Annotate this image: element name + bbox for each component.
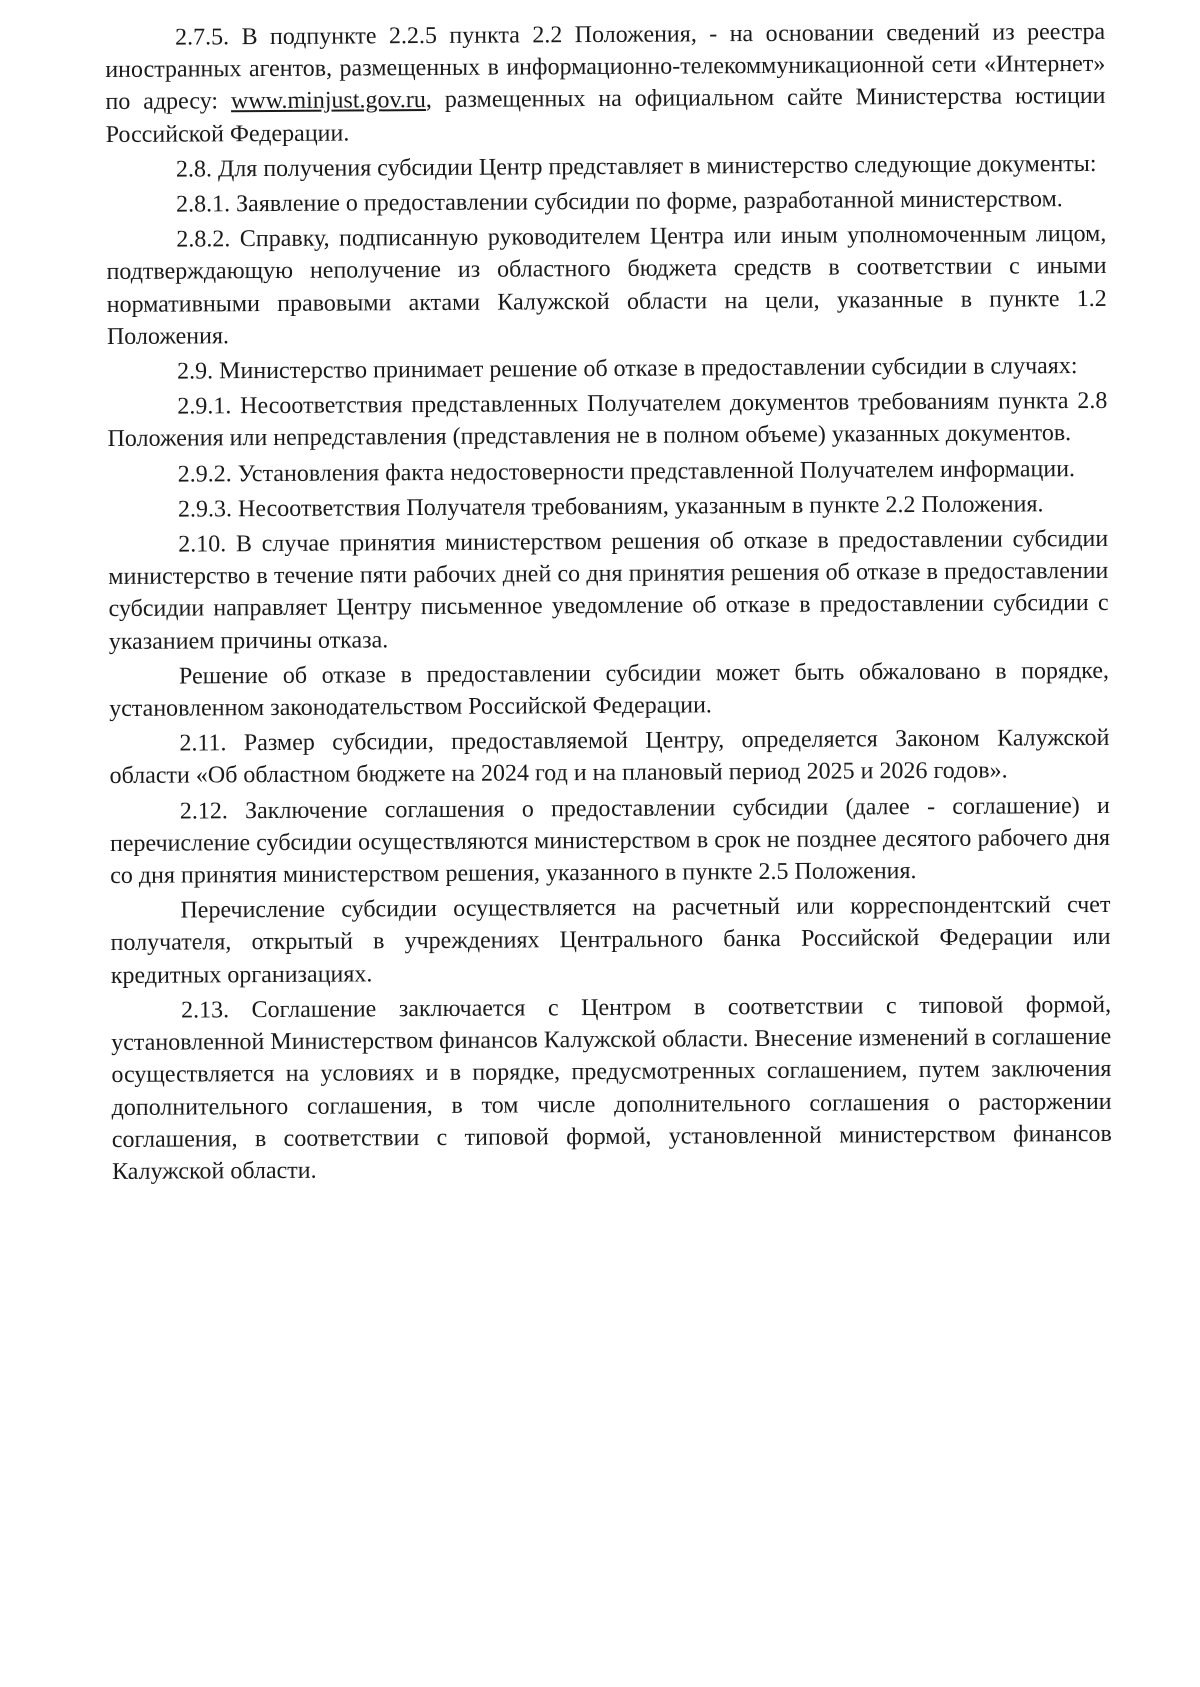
paragraph-2-11: 2.11. Размер субсидии, предоставляемой Центру, определяется Законом Калужской области «Об областном бюджете на 2024 год и на плановый период 2025 и 2026 годов».	[109, 725, 1110, 790]
paragraph-2-7-5	[105, 16, 1106, 151]
paragraph-text-continued: , размещенных на официальном сайте Министерства юстиции Российской Федерации.	[105, 83, 1106, 148]
paragraph-2-13: 2.13. Соглашение заключается с Центром в соответствии с типовой формой, установленной Министерством финансов Калужской области. Внесение изменений в соглашение осуществляется на условиях и в порядке, предусмотренных соглашением, путем заключения дополнительного соглашения, в том числе дополнительного соглашения о расторжении соглашения, в соответствии с типовой формой, установленной министерством финансов Калужской области.	[111, 991, 1112, 1185]
paragraph-2-8-2: 2.8.2. Справку, подписанную руководителем Центра или иным уполномоченным лицом, подтверждающую неполучение из областного бюджета средств в соответствии с иными нормативными правовыми актами Калужской области на цели, указанные в пункте 1.2 Положения.	[106, 221, 1107, 350]
paragraph-2-9: 2.9. Министерство принимает решение об отказе в предоставлении субсидии в случаях:	[177, 353, 1078, 385]
paragraph-2-9-3: 2.9.3. Несоответствия Получателя требованиям, указанным в пункте 2.2 Положения.	[177, 491, 1044, 523]
minjust-link[interactable]: www.minjust.gov.ru	[230, 87, 426, 115]
paragraph-2-9-1: 2.9.1. Несоответствия представленных Получателем документов требованиям пункта 2.8 Положения или непредставления (представления не в полном объеме) указанных документов.	[107, 388, 1108, 453]
document-page	[105, 16, 1112, 1191]
paragraph-2-9-2: 2.9.2. Установления факта недостоверности представленной Получателем информации.	[177, 455, 1076, 488]
paragraph-2-10: 2.10. В случае принятия министерством решения об отказе в предоставлении субсидии министерство в течение пяти рабочих дней со дня принятия решения об отказе в предоставлении субсидии направляет Центру письменное уведомление об отказе в предоставлении субсидии с указанием причины отказа.	[108, 525, 1109, 655]
paragraph-2-8: 2.8. Для получения субсидии Центр представляет в министерство следующие документы:	[175, 150, 1097, 183]
paragraph-2-8-1: 2.8.1. Заявление о предоставлении субсидии по форме, разработанной министерством.	[176, 186, 1063, 218]
paragraph-2-10-appeal: Решение об отказе в предоставлении субсидии может быть обжаловано в порядке, установленном законодательством Российской Федерации.	[109, 657, 1110, 723]
paragraph-2-12: 2.12. Заключение соглашения о предоставлении субсидии (далее - соглашение) и перечисление субсидии осуществляются министерством в срок не позднее десятого рабочего дня со дня принятия министерством решения, указанного в пункте 2.5 Положения.	[109, 792, 1111, 890]
paragraph-text: 2.7.5. В подпункте 2.2.5 пункта 2.2 Положения, - на основании сведений из реестра иностранных агентов, размещенных в информационно-телекоммуникационной сети «Интернет» по адресу:	[105, 18, 1106, 116]
paragraph-2-12-transfer: Перечисление субсидии осуществляется на расчетный или корреспондентский счет получателя, открытый в учреждениях Центрального банка Российской Федерации или кредитных организациях.	[110, 892, 1111, 989]
